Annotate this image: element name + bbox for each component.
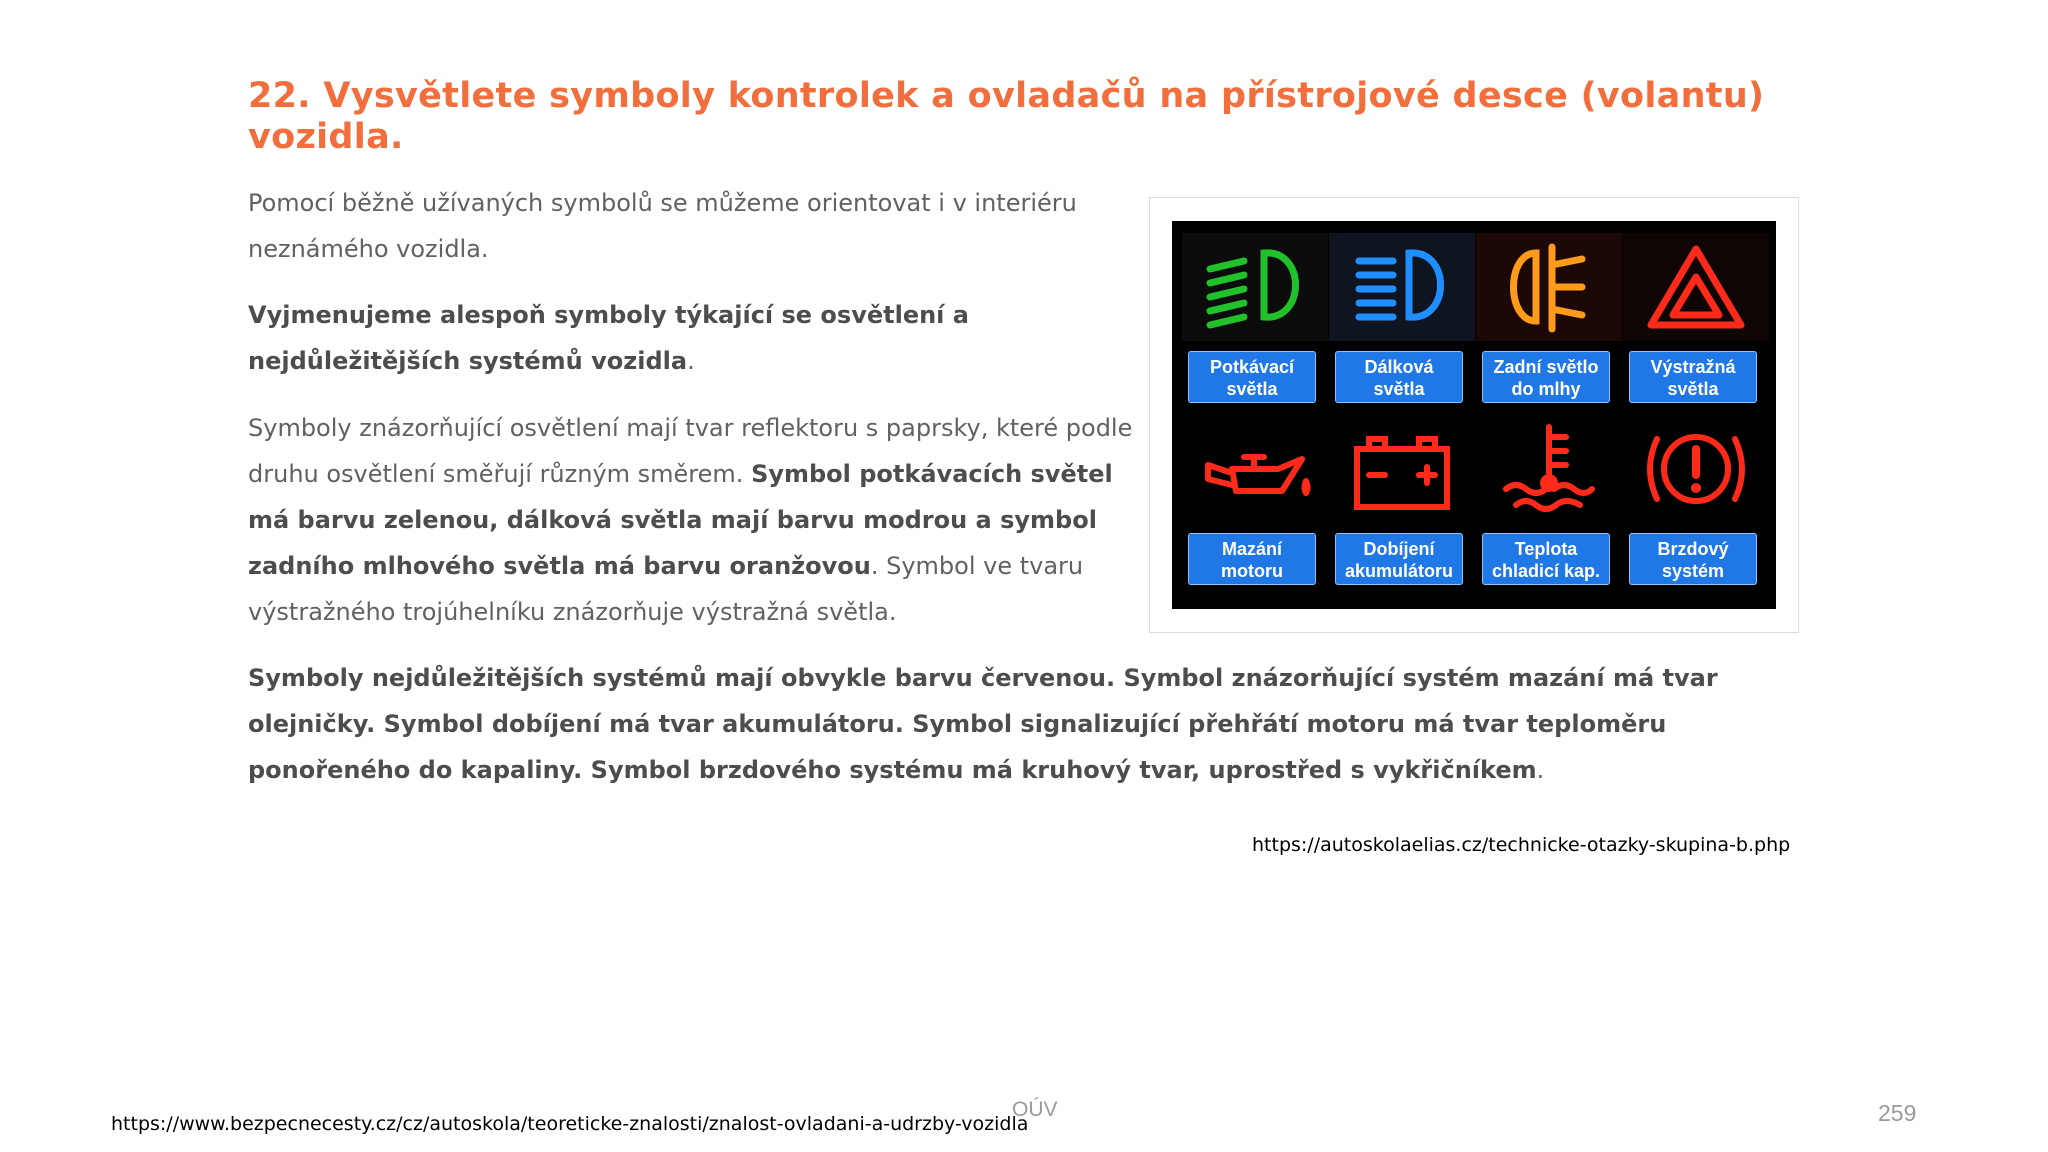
symbol-label-battery: Dobíjení akumulátoru <box>1335 533 1463 585</box>
battery-icon <box>1345 421 1459 517</box>
lighting-symbols-text-c: . Symbol ve tvaru výstražného trojúhelníku znázorňuje výstražná světla. <box>248 552 1084 626</box>
symbol-label-low-beam: Potkávací světla <box>1188 351 1316 403</box>
lighting-systems-end: . <box>687 347 695 375</box>
slide-title: 22. Vysvětlete symboly kontrolek a ovladačů na přístrojové desce (volantu) vozidla. <box>248 76 1765 157</box>
low-beam-icon <box>1198 239 1312 335</box>
rear-fog-light-icon <box>1492 239 1606 335</box>
symbol-label-high-beam: Dálková světla <box>1335 351 1463 403</box>
lighting-systems-paragraph <box>248 292 1128 384</box>
oil-can-icon <box>1198 421 1312 517</box>
symbol-label-oil: Mazání motoru <box>1188 533 1316 585</box>
systems-end: . <box>1536 756 1545 784</box>
source-link-autoskolaelias[interactable]: https://autoskolaelias.cz/technicke-otazky-skupina-b.php <box>1252 834 1791 856</box>
systems-bold-text: Symboly nejdůležitějších systémů mají obvykle barvu červenou. Symbol znázorňující systém mazání má tvar olejničky. Symbol dobíjení má tvar akumulátoru. Symbol signalizující přehřátí motoru má tvar teploměru ponořeného do kapaliny. Symbol brzdového systému má kruhový tvar, uprostřed s vykřičníkem <box>248 664 1718 784</box>
symbol-label-brake: Brzdový systém <box>1629 533 1757 585</box>
symbols-panel <box>1172 221 1776 609</box>
symbol-label-rear-fog: Zadní světlo do mlhy <box>1482 351 1610 403</box>
symbol-label-coolant: Teplota chladicí kap. <box>1482 533 1610 585</box>
systems-paragraph <box>248 655 1808 793</box>
lighting-systems-bold-text: Vyjmenujeme alespoň symboly týkající se osvětlení a nejdůležitějších systémů vozidla <box>248 301 969 375</box>
brake-system-icon <box>1639 421 1753 517</box>
lighting-symbols-paragraph <box>248 405 1148 635</box>
symbol-label-hazard: Výstražná světla <box>1629 351 1757 403</box>
coolant-temperature-icon <box>1492 421 1606 517</box>
intro-paragraph: Pomocí běžně užívaných symbolů se můžeme orientovat i v interiéru neznámého vozidla. <box>248 189 1077 263</box>
footer-center-text: OÚV <box>1012 1098 1058 1121</box>
lighting-symbols-bold-text: Symbol potkávacích světel má barvu zelenou, dálková světla mají barvu modrou a symbol zadního mlhového světla má barvu oranžovou <box>248 460 1113 580</box>
page-number: 259 <box>1878 1100 1917 1126</box>
high-beam-icon <box>1345 239 1459 335</box>
hazard-triangle-icon <box>1639 239 1753 335</box>
lighting-symbols-text-a: Symboly znázorňující osvětlení mají tvar reflektoru s paprsky, které podle druhu osvětlení směřují různým směrem. <box>248 414 1133 488</box>
source-link-bezpecnecesty[interactable]: https://www.bezpecnecesty.cz/cz/autoskola/teoreticke-znalosti/znalost-ovladani-a-udrzby-vozidla <box>111 1113 1029 1135</box>
dashboard-symbols-image <box>1149 197 1799 633</box>
